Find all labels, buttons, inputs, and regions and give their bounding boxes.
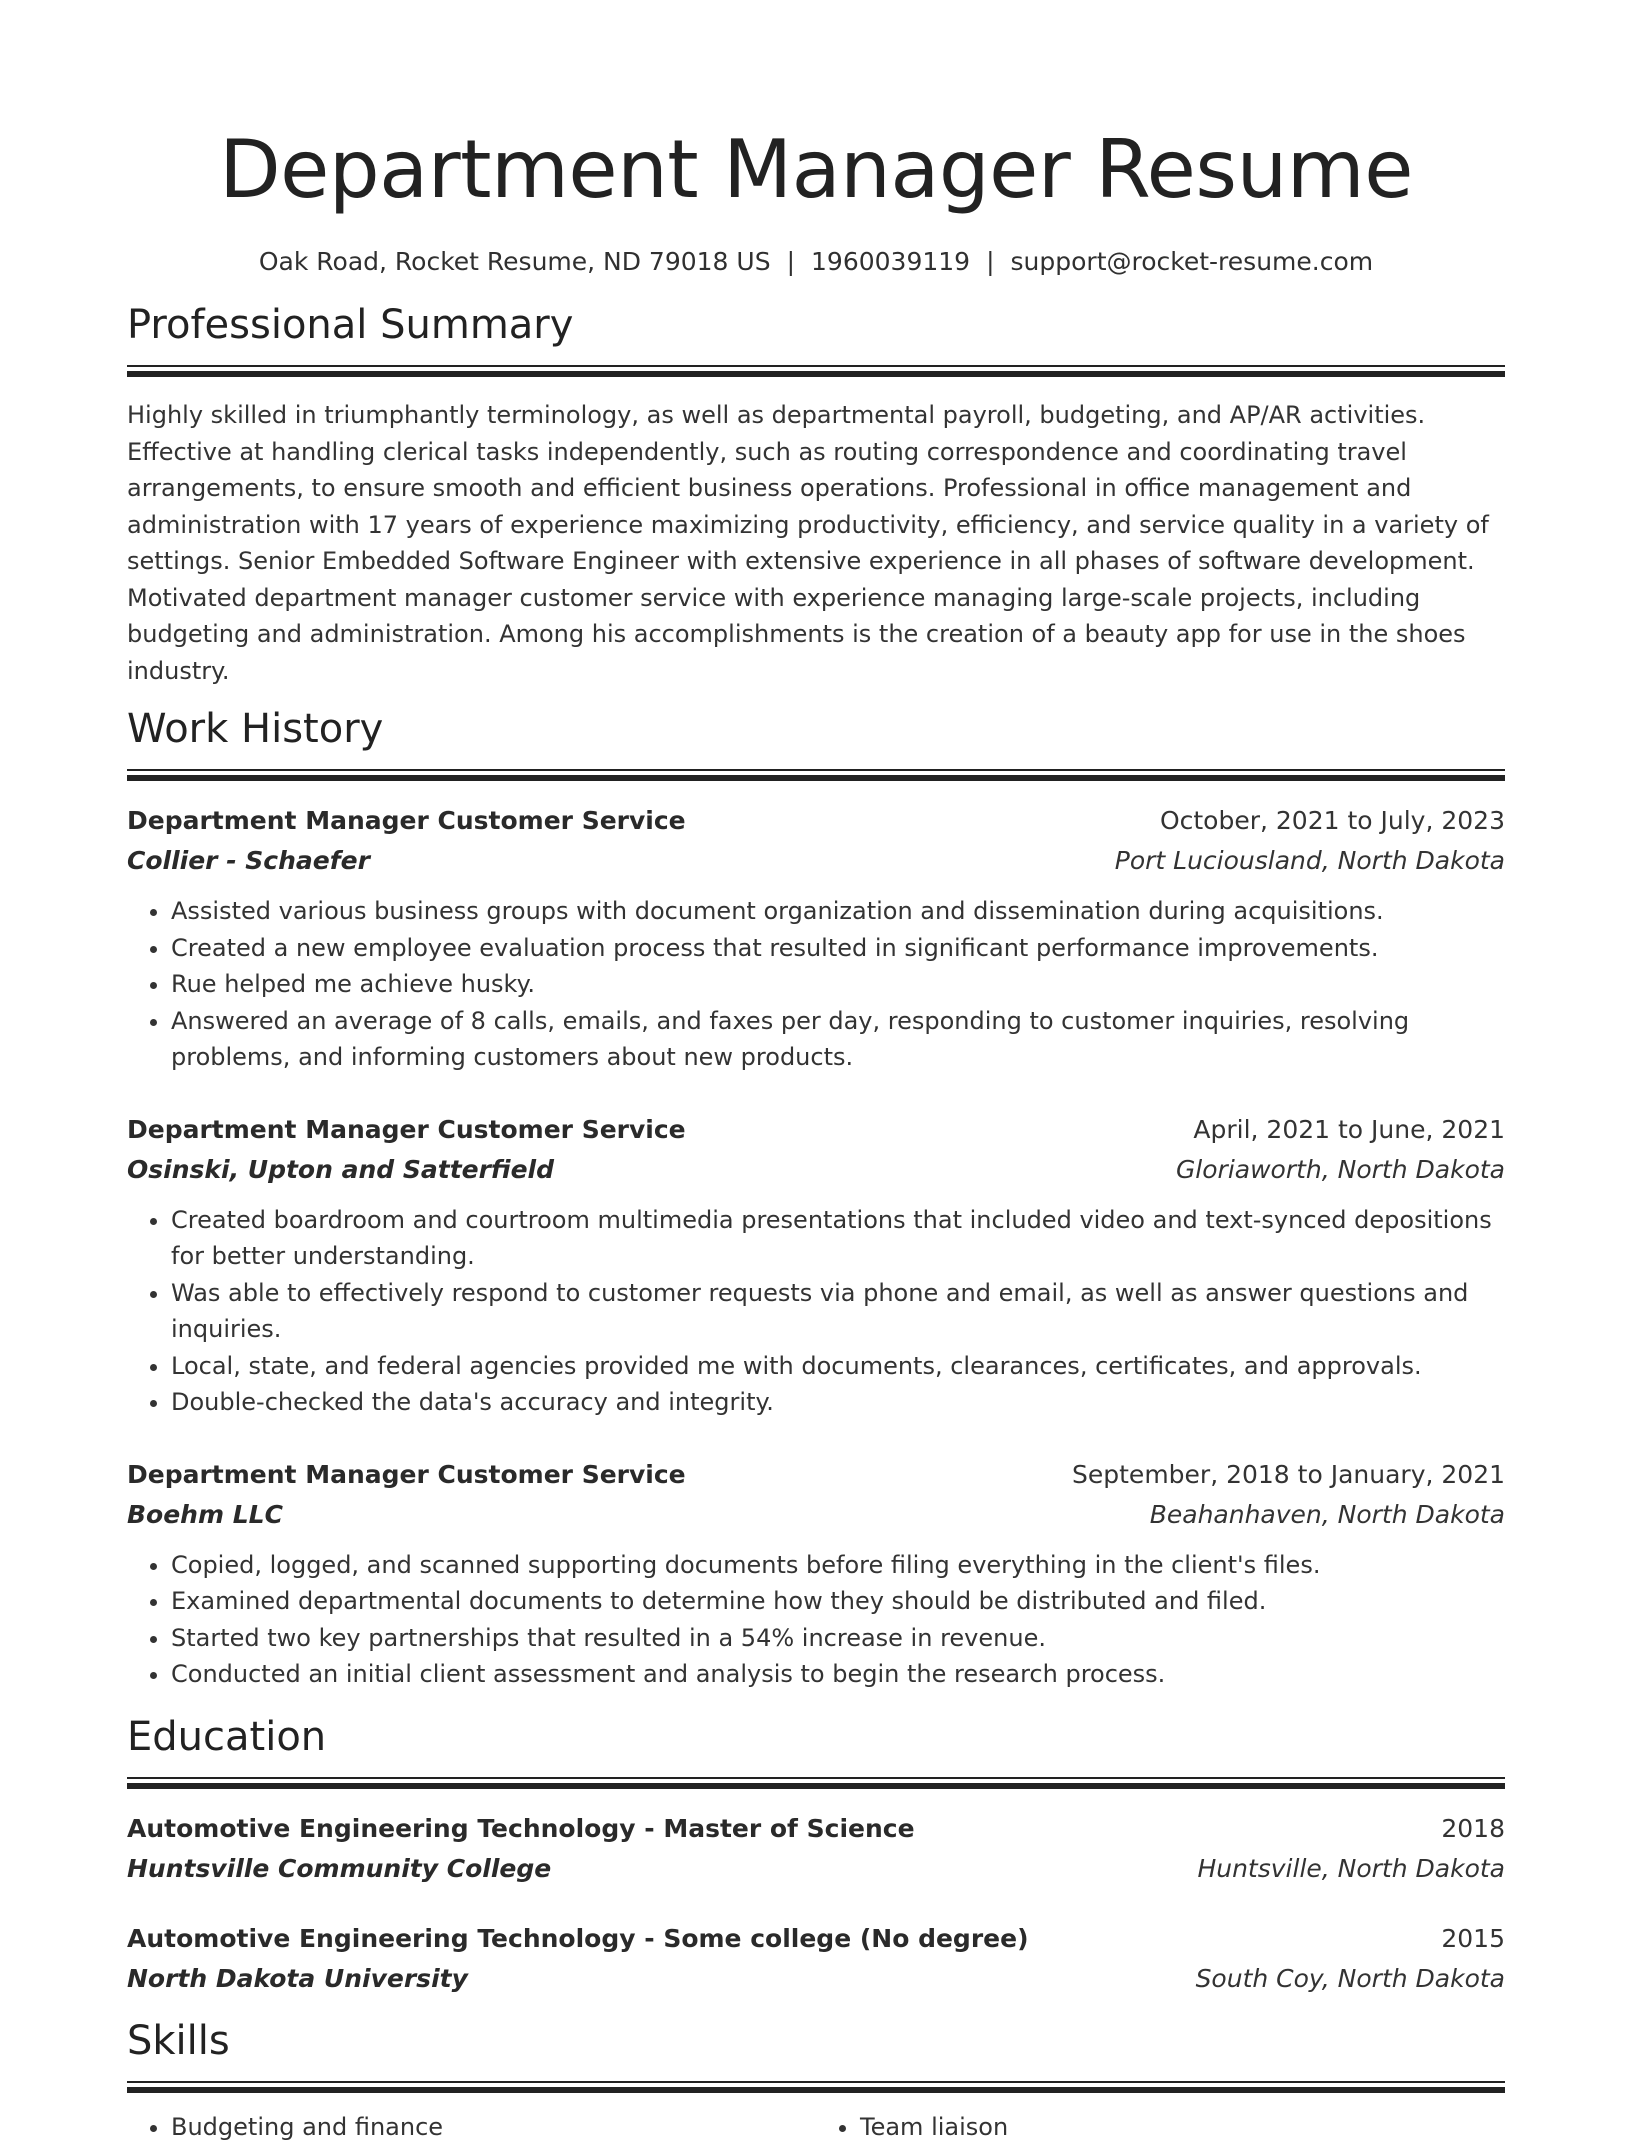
job-location: Port Luciousland, North Dakota <box>1114 846 1505 875</box>
contact-email: support@rocket-resume.com <box>1010 247 1374 276</box>
job-location: Gloriaworth, North Dakota <box>1175 1154 1505 1184</box>
graduation-year: 2015 <box>1441 1923 1505 1953</box>
work-history-section <box>127 703 1505 1693</box>
education-entry <box>127 1809 1505 1889</box>
bullet-item: • Conducted an initial client assessment and analysis to begin the research process. <box>171 1656 1505 1693</box>
skill-item: • Team liaison <box>860 2109 1505 2145</box>
bullet-item: • Created boardroom and courtroom multimedia presentations that included video and text-synced depositions for better understanding. <box>171 1202 1505 1275</box>
skill-item: • Budgeting and finance <box>171 2109 816 2145</box>
degree-name: Automotive Engineering Technology - Master of Science <box>127 1813 915 1843</box>
school-location: Huntsville, North Dakota <box>1197 1853 1505 1883</box>
bullet-item: • Started two key partnerships that resulted in a 54% increase in revenue. <box>171 1620 1505 1657</box>
bullet-item: • Examined departmental documents to determine how they should be distributed and filed. <box>171 1583 1505 1620</box>
education-section <box>127 1711 1505 1999</box>
bullet-item: • Answered an average of 8 calls, emails, and faxes per day, responding to customer inquiries, resolving problems, and informing customers about new products. <box>171 1003 1505 1076</box>
job-title: Department Manager Customer Service <box>127 806 686 835</box>
bullet-item: • Was able to effectively respond to customer requests via phone and email, as well as answer questions and inquiries. <box>171 1275 1505 1348</box>
contact-line <box>127 245 1505 279</box>
section-heading-work: Work History <box>127 706 384 752</box>
section-divider <box>127 1777 1505 1791</box>
skills-column-left <box>127 2109 816 2145</box>
job-bullets <box>127 1547 1505 1693</box>
school-location: South Coy, North Dakota <box>1195 1963 1505 1993</box>
job-title: Department Manager Customer Service <box>127 1114 686 1144</box>
summary-text: Highly skilled in triumphantly terminology, as well as departmental payroll, budgeting, and AP/AR activities. Effective at handling clerical tasks independently, such as routing correspondence and coordinating travel arrangements, to ensure smooth and efficient business operations. Professional in office management and administration with 17 years of experience maximizing productivity, efficiency, and service quality in a variety of settings. Senior Embedded Software Engineer with extensive experience in all phases of software development. Motivated department manager customer service with experience managing large-scale projects, including budgeting and administration. Among his accomplishments is the creation of a beauty app for use in the shoes industry. <box>127 401 1489 685</box>
section-divider <box>127 769 1505 783</box>
bullet-item: • Double-checked the data's accuracy and integrity. <box>171 1384 1505 1421</box>
job-entry <box>127 1110 1505 1421</box>
contact-separator: | <box>786 247 796 276</box>
school-name: Huntsville Community College <box>127 1853 552 1883</box>
degree-name: Automotive Engineering Technology - Some college (No degree) <box>127 1923 1029 1953</box>
job-bullets <box>127 1202 1505 1421</box>
bullet-item: • Copied, logged, and scanned supporting documents before filing everything in the client's files. <box>171 1547 1505 1584</box>
job-dates: September, 2018 to January, 2021 <box>1072 1459 1505 1489</box>
company-name: Osinski, Upton and Satterfield <box>127 1154 555 1184</box>
company-name: Boehm LLC <box>127 1499 283 1529</box>
contact-address: Oak Road, Rocket Resume, ND 79018 US <box>258 247 771 276</box>
bullet-item: • Created a new employee evaluation process that resulted in significant performance improvements. <box>171 930 1505 967</box>
job-dates: October, 2021 to July, 2023 <box>1159 806 1505 835</box>
section-divider <box>127 365 1505 379</box>
section-heading-skills: Skills <box>127 2017 230 2064</box>
section-heading-summary: Professional Summary <box>127 302 574 348</box>
bullet-item: • Local, state, and federal agencies provided me with documents, clearances, certificates, and approvals. <box>171 1348 1505 1385</box>
job-entry <box>127 1455 1505 1693</box>
resume-title: Department Manager Resume <box>219 123 1413 216</box>
contact-separator: | <box>986 247 995 276</box>
contact-phone: 1960039119 <box>811 247 971 276</box>
school-name: North Dakota University <box>127 1963 468 1993</box>
section-divider <box>127 2081 1505 2095</box>
professional-summary-section <box>127 299 1505 689</box>
education-entry <box>127 1919 1505 1999</box>
job-location: Beahanhaven, North Dakota <box>1149 1499 1505 1529</box>
job-title: Department Manager Customer Service <box>127 1459 686 1489</box>
job-entry <box>127 801 1505 1076</box>
section-heading-education: Education <box>127 1713 327 1760</box>
skills-column-right <box>816 2109 1505 2145</box>
graduation-year: 2018 <box>1441 1813 1505 1843</box>
job-bullets <box>127 893 1505 1076</box>
job-dates: April, 2021 to June, 2021 <box>1193 1114 1505 1144</box>
bullet-item: • Rue helped me achieve husky. <box>171 966 1505 1003</box>
bullet-item: • Assisted various business groups with document organization and dissemination during acquisitions. <box>171 893 1505 930</box>
skills-grid <box>127 2109 1505 2145</box>
skills-section <box>127 2015 1505 2145</box>
company-name: Collier - Schaefer <box>127 846 370 875</box>
